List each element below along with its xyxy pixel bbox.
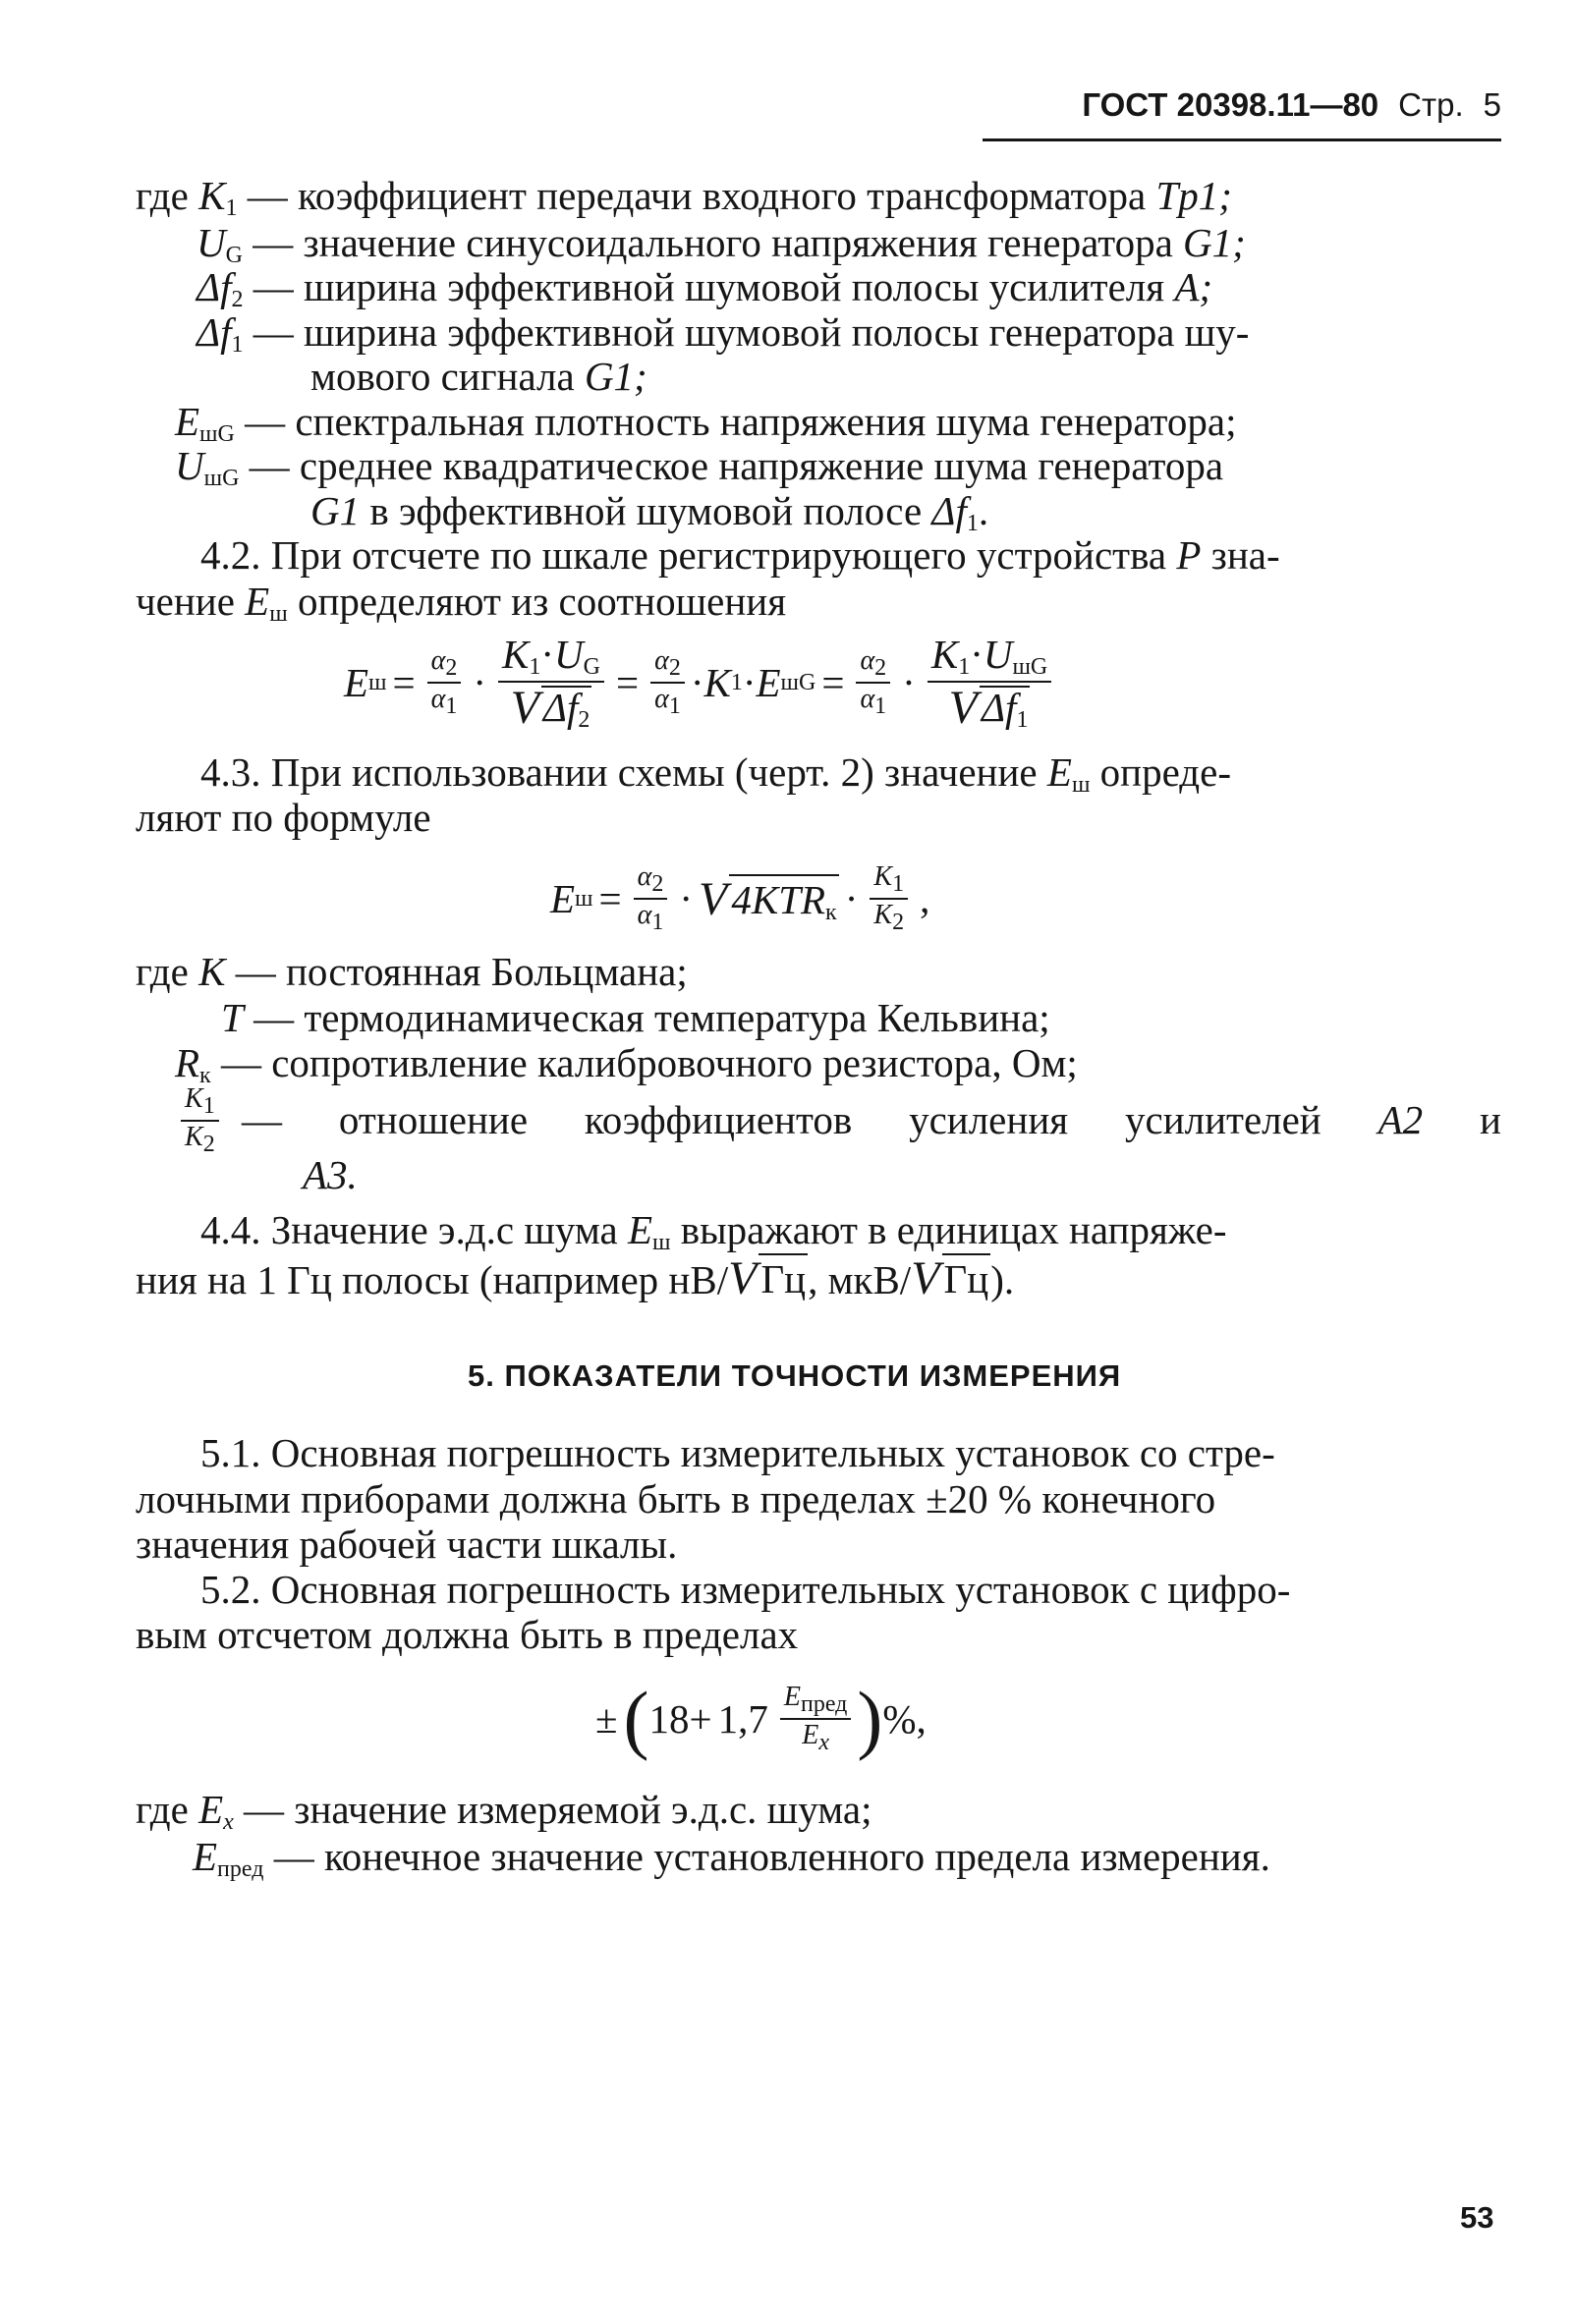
sqrt-4ktr: V $4KTR_к$ (699, 872, 837, 925)
header-page-number: 5 (1483, 86, 1501, 123)
p43-line1: 4.3. При использовании схемы (черт. 2) значение $E_ш$ опреде- (200, 749, 1231, 798)
p43-line2: ляют по формуле (136, 795, 431, 840)
def-epred: $E_{пред}$ — конечное значение установленного предела измерения. (193, 1834, 1270, 1882)
p44-line2: ния на 1 Гц полосы (например нВ/ V Гц , мкВ/ V Гц ). (136, 1252, 1015, 1304)
def-ex: где Ex — значение измеряемой э.д.с. шума; (136, 1787, 872, 1835)
frac-k1-k2: $\frac{K1}{K2}$ (870, 863, 908, 934)
def-df1: $\Delta f_1$ — ширина эффективной шумовой полосы генератора шу- (197, 309, 1250, 358)
footer-page-number: 53 (1460, 2200, 1494, 2235)
standard-number: ГОСТ 20398.11—80 (1082, 86, 1379, 123)
formula-5-2: ± ( 18+ 1,7 $\frac{\text{Eпред}}{Ex}$ ) %, (595, 1675, 927, 1761)
frac-epred-ex: $\frac{\text{Eпред}}{Ex}$ (780, 1684, 852, 1754)
p51-line1: 5.1. Основная погрешность измерительных установок со стре- (200, 1430, 1275, 1475)
p42-line1: 4.2. При отсчете по шкале регистрирующего устройства P зна- (200, 532, 1280, 578)
formula-4-3: E ш = $\frac{\alpha 2}{\alpha 1}$ · V $4KTR_к$ · $\frac{K1}{K2}$ , (550, 861, 930, 935)
def-ushg: $U_{шG}$ — среднее квадратическое напряжение шума генератора (175, 443, 1224, 491)
p51-line2: лочными приборами должна быть в пределах ±20 % конечного (136, 1476, 1216, 1522)
def-rk: $R_к$ — сопротивление калибровочного резистора, Ом; (175, 1040, 1078, 1088)
def-ratio: — отношение коэффициентов усиления усилителей A2 и (242, 1097, 1501, 1142)
p44-line1: 4.4. Значение э.д.с шума $E_ш$ выражают в единицах напряже- (200, 1207, 1227, 1255)
frac-k1ushg-sqrt-df1: $K_1\cdot U_{шG}$ V $\Delta f_1$ (928, 635, 1051, 732)
def-ug: $U_G$ — значение синусоидального напряжения генератора G1; (197, 220, 1246, 268)
def-df2: $\Delta f_2$ — ширина эффективной шумовой полосы усилителя A; (197, 264, 1213, 312)
frac-a2-a1-c: $\frac{\alpha 2}{\alpha 1}$ (856, 647, 890, 718)
p52-line1: 5.2. Основная погрешность измерительных установок с цифро- (200, 1567, 1291, 1612)
frac-a2-a1-b: $\frac{\alpha 2}{\alpha 1}$ (650, 647, 685, 718)
frac-k1ug-sqrt-df2: $K_1\cdot U_G$ V $\Delta f_2$ (498, 635, 604, 732)
def-ratio-frac: $\frac{K1}{K2}$ (175, 1085, 225, 1156)
frac-a2-a1: $\frac{\alpha 2}{\alpha 1}$ (427, 647, 462, 718)
frac-a2-a1-d: $\frac{\alpha 2}{\alpha 1}$ (634, 863, 668, 934)
def-df1-cont: мового сигнала G1; (310, 354, 647, 399)
def-ratio-a3: A3. (303, 1152, 358, 1197)
def-eshg: $E_{шG}$ — спектральная плотность напряжения шума генератора; (175, 399, 1237, 447)
section-5-title: 5. ПОКАЗАТЕЛИ ТОЧНОСТИ ИЗМЕРЕНИЯ (468, 1358, 1122, 1393)
formula-4-2: E ш = $\frac{\alpha 2}{\alpha 1}$ · $K_1\cdot U_G$ V $\Delta f_2$ = $\frac{\alpha 2}{\alpha 1}$ · K 1 · E шG = $\frac{\alpha 2}{\alpha 1}$ · $K_1\cdot U_{шG}$ V $\Delta f_1$ (344, 638, 1057, 727)
def-ushg-cont: G1 в эффективной шумовой полосе $\Delta f_1$. (310, 488, 989, 536)
def-t: T — термодинамическая температура Кельвина; (221, 995, 1050, 1040)
page-label: Стр. (1398, 86, 1464, 123)
def-k1: где $K_1$ — коэффициент передачи входного трансформатора Tp1; (136, 173, 1232, 221)
def-k: где K — постоянная Больцмана; (136, 949, 688, 994)
p51-line3: значения рабочей части шкалы. (136, 1522, 678, 1567)
running-header (983, 86, 1501, 141)
p42-line2: чение $E_ш$ определяют из соотношения (136, 579, 787, 627)
p52-line2: вым отсчетом должна быть в пределах (136, 1612, 799, 1657)
